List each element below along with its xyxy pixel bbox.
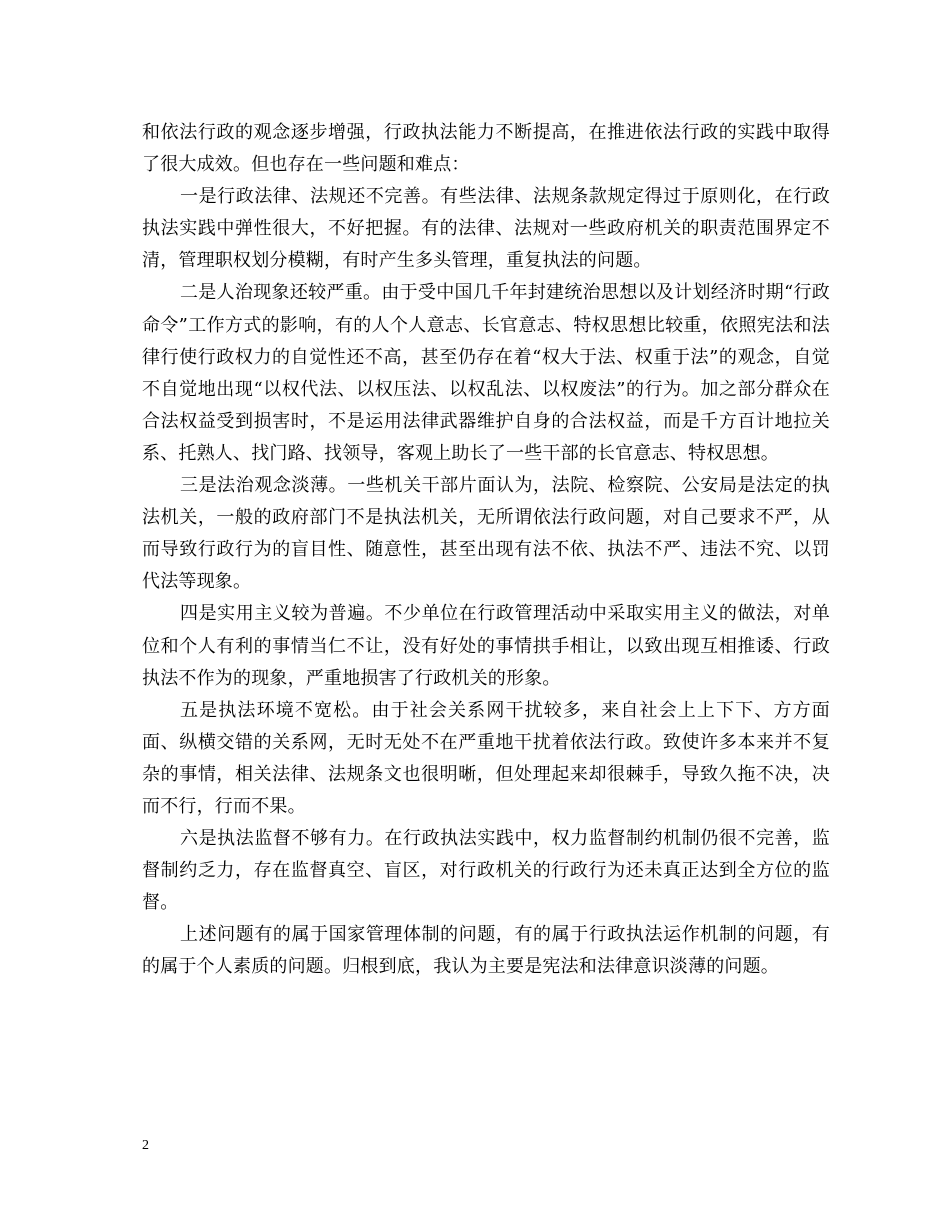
- paragraph-conclusion: 上述问题有的属于国家管理体制的问题，有的属于行政执法运作机制的问题，有的属于个人素质的问题。归根到底，我认为主要是宪法和法律意识淡薄的问题。: [142, 924, 830, 978]
- paragraph-pragmatism: 四是实用主义较为普遍。不少单位在行政管理活动中采取实用主义的做法，对单位和个人有利的事情当仁不让，没有好处的事情拱手相让，以致出现互相推诿、行政执法不作为的现象，严重地损害了行政机关的形象。: [142, 603, 830, 689]
- paragraph-enforcement-environment: 五是执法环境不宽松。由于社会关系网干扰较多，来自社会上上下下、方方面面、纵横交错的关系网，无时无处不在严重地干扰着依法行政。致使许多本来并不复杂的事情，相关法律、法规条文也很明晰，但处理起来却很棘手，导致久拖不决，决而不行，行而不果。: [142, 699, 830, 817]
- page-number: 2: [142, 1138, 149, 1153]
- paragraph-rule-by-man: 二是人治现象还较严重。由于受中国几千年封建统治思想以及计划经济时期“行政命令”工作方式的影响，有的人个人意志、长官意志、特权思想比较重，依照宪法和法律行使行政权力的自觉性还不高，甚至仍存在着“权大于法、权重于法”的观念，自觉不自觉地出现“以权代法、以权压法、以权乱法、以权废法”的行为。加之部分群众在合法权益受到损害时，不是运用法律武器维护自身的合法权益，而是千方百计地拉关系、托熟人、找门路、找领导，客观上助长了一些干部的长官意志、特权思想。: [142, 282, 830, 464]
- body-text: [142, 117, 830, 984]
- paragraph-weak-supervision: 六是执法监督不够有力。在行政执法实践中，权力监督制约机制仍很不完善，监督制约乏力，存在监督真空、盲区，对行政机关的行政行为还未真正达到全方位的监督。: [142, 828, 830, 914]
- paragraph-weak-legal-awareness: 三是法治观念淡薄。一些机关干部片面认为，法院、检察院、公安局是法定的执法机关，一般的政府部门不是执法机关，无所谓依法行政问题，对自己要求不严，从而导致行政行为的盲目性、随意性，甚至出现有法不依、执法不严、违法不究、以罚代法等现象。: [142, 475, 830, 593]
- paragraph-continuation: 和依法行政的观念逐步增强，行政执法能力不断提高，在推进依法行政的实践中取得了很大成效。但也存在一些问题和难点：: [142, 122, 830, 176]
- paragraph-laws-incomplete: 一是行政法律、法规还不完善。有些法律、法规条款规定得过于原则化，在行政执法实践中弹性很大，不好把握。有的法律、法规对一些政府机关的职责范围界定不清，管理职权划分模糊，有时产生多头管理，重复执法的问题。: [142, 186, 830, 272]
